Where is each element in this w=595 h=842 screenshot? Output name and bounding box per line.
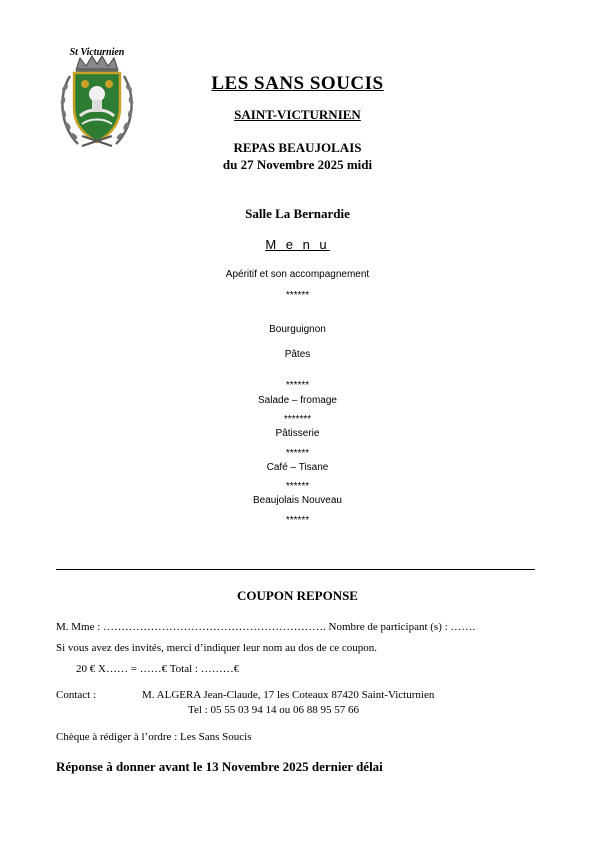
menu-item: Apéritif et son accompagnement xyxy=(225,269,370,280)
menu-separator: ****** xyxy=(285,481,310,492)
event-date: du 27 Novembre 2025 midi xyxy=(222,157,373,172)
menu-item: Café – Tisane xyxy=(266,462,329,473)
menu-item: Bourguignon xyxy=(269,324,326,335)
event-title: REPAS BEAUJOLAIS xyxy=(233,140,362,155)
price-calculation-field[interactable]: 20 € X…… = ……€ Total : ………€ xyxy=(76,663,240,675)
event-venue: Salle La Bernardie xyxy=(245,206,350,221)
menu-separator: ******* xyxy=(283,414,312,425)
name-participants-field[interactable]: M. Mme : ……………………………………………………. Nombre de participant (s) : ……. xyxy=(56,621,476,633)
guests-note: Si vous avez des invités, merci d’indiquer leur nom au dos de ce coupon. xyxy=(56,642,378,654)
page-title: LES SANS SOUCIS xyxy=(211,73,384,94)
menu-separator: ****** xyxy=(285,448,310,459)
page-subtitle: SAINT-VICTURNIEN xyxy=(234,107,361,122)
contact-name-address: M. ALGERA Jean-Claude, 17 les Coteaux 87420 Saint-Victurnien xyxy=(142,689,435,701)
contact-label: Contact : xyxy=(56,689,97,701)
section-divider xyxy=(56,569,535,570)
menu-item: Beaujolais Nouveau xyxy=(253,495,342,506)
menu-item: Pâtisserie xyxy=(275,428,320,439)
menu-separator: ****** xyxy=(285,380,310,391)
menu-heading: M e n u xyxy=(265,237,330,252)
menu-separator: ****** xyxy=(285,515,310,526)
coupon-heading: COUPON REPONSE xyxy=(237,588,358,603)
response-deadline: Réponse à donner avant le 13 Novembre 2025 dernier délai xyxy=(56,759,383,774)
cheque-instructions: Chèque à rédiger à l’ordre : Les Sans Soucis xyxy=(56,731,252,743)
menu-separator: ****** xyxy=(285,290,310,301)
menu-item: Salade – fromage xyxy=(258,395,337,406)
menu-item: Pâtes xyxy=(284,349,311,360)
coat-of-arms-logo xyxy=(56,46,138,154)
logo-caption: St Victurnien xyxy=(69,47,125,58)
contact-phone: Tel : 05 55 03 94 14 ou 06 88 95 57 66 xyxy=(188,704,359,716)
